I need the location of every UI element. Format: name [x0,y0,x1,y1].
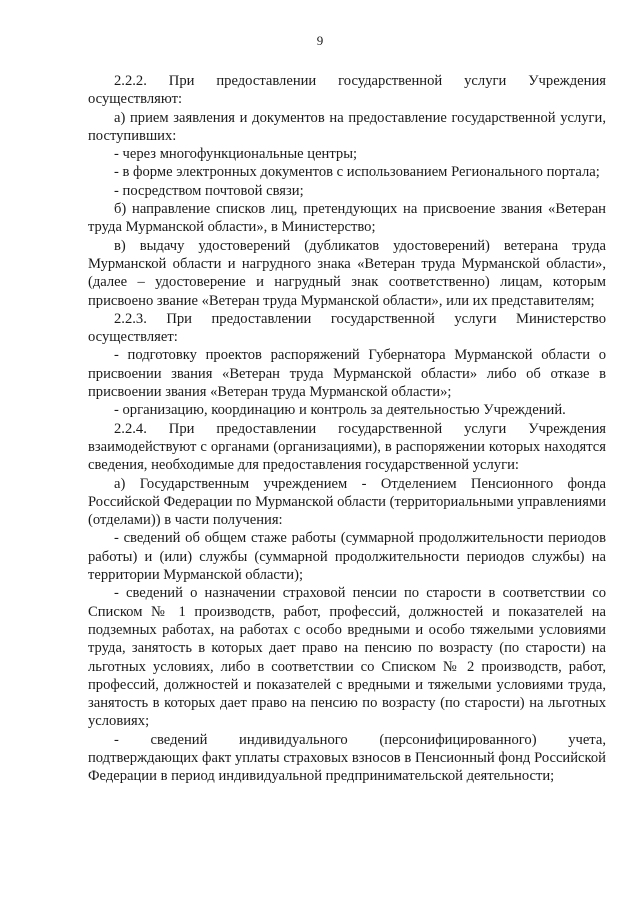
paragraph-item-a-reception: а) прием заявления и документов на предоставление государственной услуги, поступивших: [88,109,606,144]
document-body [88,72,606,786]
paragraph-bullet-control: - организацию, координацию и контроль за деятельностью Учреждений. [114,402,566,419]
paragraph-2-2-2: 2.2.2. При предоставлении государственной услуги Учреждения осуществляют: [88,73,606,108]
paragraph-2-2-4: 2.2.4. При предоставлении государственной услуги Учреждения взаимодействуют с органами (организациями), в распоряжении которых находятся сведения, необходимые для предоставления государственной услуги: [88,420,606,474]
paragraph-bullet-drafts: - подготовку проектов распоряжений Губернатора Мурманской области о присвоении звания «Ветеран труда Мурманской области» либо об отказе в присвоении звания «Ветеран труда Мурманской области»; [88,347,606,401]
paragraph-bullet-postal: - посредством почтовой связи; [114,182,304,199]
paragraph-bullet-electronic: - в форме электронных документов с использованием Регионального портала; [114,164,600,181]
paragraph-bullet-work-experience: - сведений об общем стаже работы (суммарной продолжительности периодов работы) и (или) службы (суммарной продолжительности периодов службы) на территории Мурманской области); [88,530,606,584]
paragraph-2-2-3: 2.2.3. При предоставлении государственной услуги Министерство осуществляет: [88,310,606,346]
paragraph-item-b-lists: б) направление списков лиц, претендующих на присвоение звания «Ветеран труда Мурманской области», в Министерство; [88,201,606,236]
paragraph-item-a-pension-fund: а) Государственным учреждением - Отделением Пенсионного фонда Российской Федерации по Мурманской области (территориальными управлениями (отделами)) в части получения: [88,475,606,529]
paragraph-bullet-mfc: - через многофункциональные центры; [114,146,358,163]
paragraph-bullet-individual-records: - сведений индивидуального (персонифицированного) учета, подтверждающих факт уплаты страховых взносов в Пенсионный фонд Российской Федерации в период индивидуальной предпринимательской деятельности; [88,731,606,785]
paragraph-item-v-certificates: в) выдачу удостоверений (дубликатов удостоверений) ветерана труда Мурманской области и нагрудного знака «Ветеран труда Мурманской области», (далее – удостоверение и нагрудный знак соответственно) лицам, которым присвоено звание «Ветеран труда Мурманской области», или их представителям; [88,237,606,309]
page-number: 9 [316,33,324,48]
paragraph-bullet-pension-assignment: - сведений о назначении страховой пенсии по старости в соответствии со Списком № 1 производств, работ, профессий, должностей и показателей на подземных работах, на работах с особо вредными и особо тяжелыми условиями труда, занятость в которых дает право на пенсию по возрасту (по старости) на льготных условиях, либо в соответствии со Списком № 2 производств, работ, профессий, должностей и показателей с вредными и тяжелыми условиями труда, занятость в которых дает право на пенсию по возрасту (по старости) на льготных условиях; [88,585,606,730]
